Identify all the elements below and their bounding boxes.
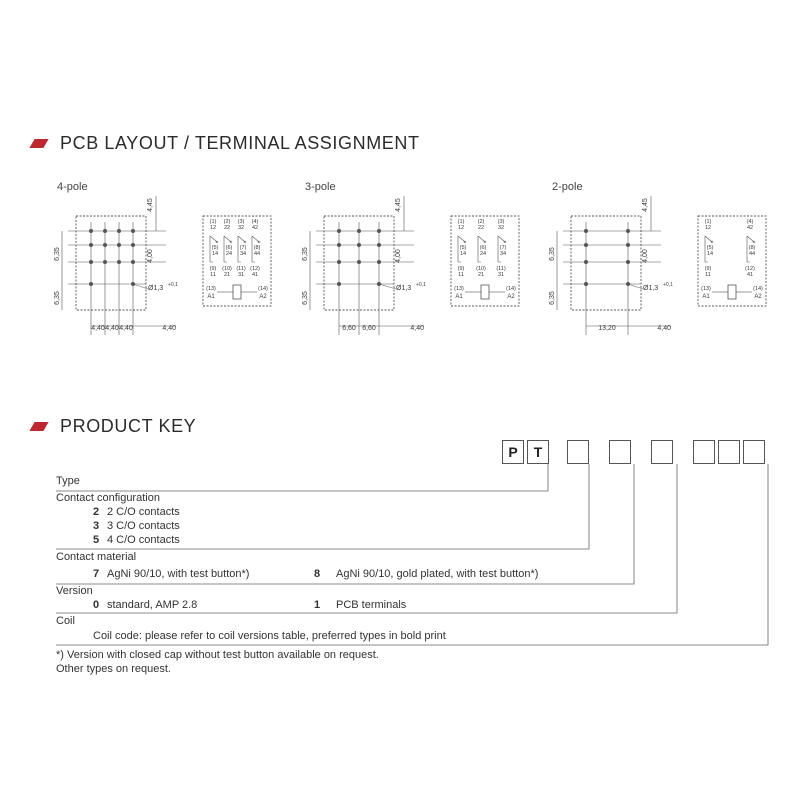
- contact-material-row-7: 7 AgNi 90/10, with test button*): [93, 568, 250, 580]
- terminal-number: (9): [704, 266, 712, 272]
- dim-label: 4,45: [395, 198, 402, 212]
- terminal-number: (6): [225, 245, 233, 251]
- terminal-number: 22: [477, 225, 485, 231]
- dim-label: 6,35: [549, 247, 556, 261]
- terminal-number: (5): [706, 245, 714, 251]
- hole-dim-label: Ø1,3: [396, 285, 412, 292]
- coil-terminal-label: A2: [754, 294, 762, 300]
- terminal-number: 31: [237, 272, 245, 278]
- coil-terminal-label: A1: [455, 294, 463, 300]
- terminal-number: 12: [209, 225, 217, 231]
- terminal-number: 42: [251, 225, 259, 231]
- dim-label: 4,40: [162, 325, 176, 332]
- contact-config-label: Contact configuration: [56, 492, 160, 504]
- dim-label: 6,35: [302, 247, 309, 261]
- coil-terminal-number: (13): [701, 286, 711, 292]
- terminal-number: (5): [211, 245, 219, 251]
- terminal-number: 11: [705, 272, 711, 278]
- hole-dim-label: Ø1,3: [148, 285, 164, 292]
- terminal-number: 31: [497, 272, 505, 278]
- dim-label: 6,35: [54, 247, 61, 261]
- terminal-number: (8): [748, 245, 756, 251]
- terminal-number: (4): [746, 219, 754, 225]
- pcb-layout-title: PCB LAYOUT / TERMINAL ASSIGNMENT: [60, 133, 420, 153]
- hole-tol-label: +0,1: [663, 282, 673, 288]
- terminal-number: (7): [499, 245, 507, 251]
- version-row-0: 0 standard, AMP 2.8: [93, 599, 198, 611]
- terminal-number: (1): [209, 219, 217, 225]
- terminal-number: 14: [211, 251, 219, 257]
- terminal-number: 34: [239, 251, 247, 257]
- terminal-number: (7): [239, 245, 247, 251]
- terminal-number: (4): [251, 219, 259, 225]
- terminal-number: 41: [251, 272, 259, 278]
- terminal-number: (9): [457, 266, 465, 272]
- terminal-number: 42: [746, 225, 754, 231]
- product-key-title: PRODUCT KEY: [60, 416, 197, 436]
- coil-terminal-label: A1: [207, 294, 215, 300]
- dim-label: 4,40: [119, 325, 133, 332]
- coil-terminal-number: (14): [506, 286, 516, 292]
- terminal-number: 14: [459, 251, 467, 257]
- pole-label-4: 4-pole: [57, 181, 88, 193]
- coil-label: Coil: [56, 615, 75, 627]
- terminal-number: (2): [223, 219, 231, 225]
- terminal-number: 14: [706, 251, 714, 257]
- terminal-number: 44: [748, 251, 756, 257]
- terminal-number: (10): [476, 266, 486, 272]
- contact-material-label: Contact material: [56, 551, 137, 563]
- terminal-number: 32: [497, 225, 505, 231]
- coil-text: Coil code: please refer to coil versions table, preferred types in bold print: [93, 630, 446, 642]
- terminal-number: 22: [223, 225, 231, 231]
- coil-terminal-label: A2: [259, 294, 267, 300]
- terminal-number: (11): [496, 266, 506, 272]
- dim-label: 13,20: [598, 325, 616, 332]
- terminal-number: 24: [225, 251, 233, 257]
- pole-label-2: 2-pole: [552, 181, 583, 193]
- contact-config-row-5: 5 4 C/O contacts: [93, 534, 180, 546]
- terminal-number: (10): [222, 266, 232, 272]
- dim-label: 4,00: [642, 249, 649, 263]
- dim-label: 4,00: [395, 249, 402, 263]
- dim-label: 4,40: [105, 325, 119, 332]
- coil-terminal-label: A1: [702, 294, 710, 300]
- coil-terminal-number: (14): [753, 286, 763, 292]
- terminal-number: (1): [457, 219, 465, 225]
- terminal-number: 24: [479, 251, 487, 257]
- terminal-number: 41: [746, 272, 754, 278]
- terminal-number: (6): [479, 245, 487, 251]
- contact-config-row-2: 2 2 C/O contacts: [93, 506, 180, 518]
- terminal-number: 44: [253, 251, 261, 257]
- terminal-number: (1): [704, 219, 712, 225]
- terminal-number: (3): [497, 219, 505, 225]
- terminal-number: (9): [209, 266, 217, 272]
- terminal-number: 34: [499, 251, 507, 257]
- terminal-number: (8): [253, 245, 261, 251]
- terminal-number: (12): [745, 266, 755, 272]
- type-label: Type: [56, 475, 80, 487]
- terminal-number: 11: [458, 272, 464, 278]
- footnote-closed-cap: *) Version with closed cap without test button available on request.: [56, 649, 379, 661]
- dim-label: 4,40: [410, 325, 424, 332]
- version-label: Version: [56, 585, 93, 597]
- hole-tol-label: +0,1: [416, 282, 426, 288]
- key-box-p: P: [502, 440, 524, 464]
- coil-terminal-number: (14): [258, 286, 268, 292]
- terminal-number: (12): [250, 266, 260, 272]
- terminal-number: 21: [477, 272, 485, 278]
- pole-label-3: 3-pole: [305, 181, 336, 193]
- contact-material-row-8: 8 AgNi 90/10, gold plated, with test button*): [314, 568, 539, 580]
- version-row-1: 1 PCB terminals: [314, 599, 407, 611]
- terminal-number: (11): [236, 266, 246, 272]
- terminal-number: (3): [237, 219, 245, 225]
- hole-tol-label: +0,1: [168, 282, 178, 288]
- dim-label: 6,35: [549, 291, 556, 305]
- coil-terminal-number: (13): [454, 286, 464, 292]
- terminal-number: (5): [459, 245, 467, 251]
- contact-config-row-3: 3 3 C/O contacts: [93, 520, 180, 532]
- terminal-number: 12: [704, 225, 712, 231]
- coil-terminal-label: A2: [507, 294, 515, 300]
- terminal-number: 12: [457, 225, 465, 231]
- terminal-number: 32: [237, 225, 245, 231]
- terminal-number: 11: [210, 272, 216, 278]
- terminal-number: (2): [477, 219, 485, 225]
- footnote-other-types: Other types on request.: [56, 663, 171, 675]
- dim-label: 6,60: [362, 325, 376, 332]
- dim-label: 4,45: [642, 198, 649, 212]
- hole-dim-label: Ø1,3: [643, 285, 659, 292]
- dim-label: 4,00: [147, 249, 154, 263]
- dim-label: 6,60: [342, 325, 356, 332]
- dim-label: 4,45: [147, 198, 154, 212]
- key-box-t: T: [527, 440, 549, 464]
- dim-label: 6,35: [302, 291, 309, 305]
- dim-label: 4,40: [657, 325, 671, 332]
- dim-label: 6,35: [54, 291, 61, 305]
- coil-terminal-number: (13): [206, 286, 216, 292]
- dim-label: 4,40: [91, 325, 105, 332]
- terminal-number: 21: [223, 272, 231, 278]
